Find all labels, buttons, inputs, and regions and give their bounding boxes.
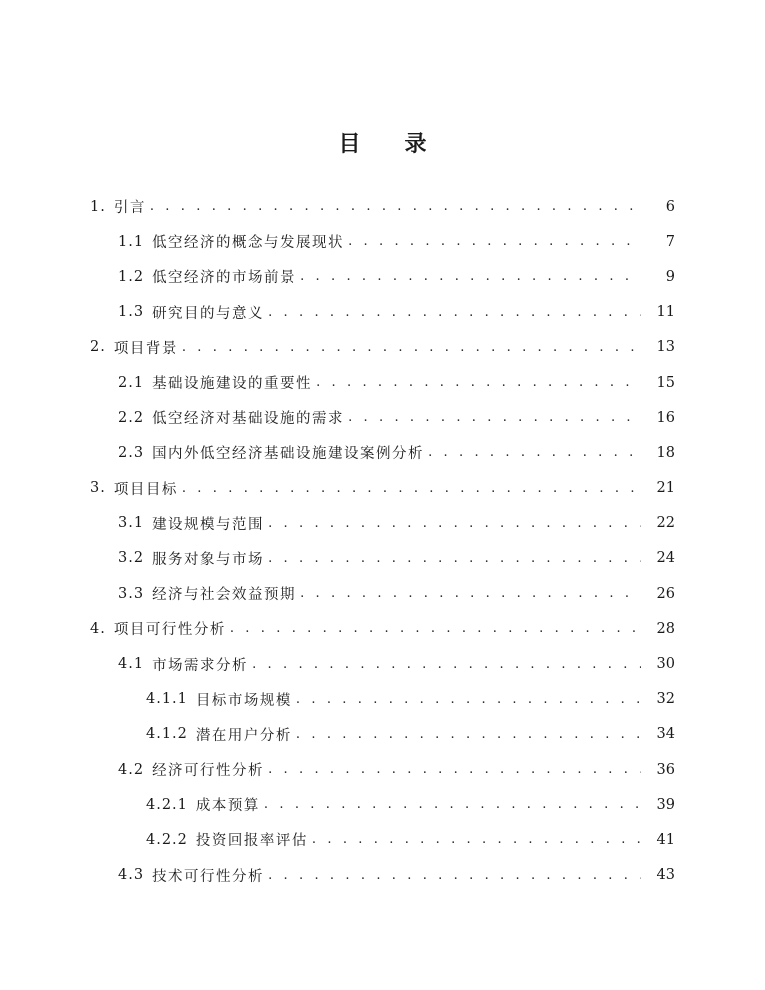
toc-entry[interactable] xyxy=(0,858,765,893)
toc-entry[interactable] xyxy=(0,365,765,400)
toc-page-number: 16 xyxy=(656,409,675,426)
toc-dot-leader xyxy=(182,340,641,355)
toc-entry[interactable] xyxy=(0,295,765,330)
toc-entry[interactable] xyxy=(0,576,765,611)
toc-dot-leader xyxy=(268,305,641,320)
toc-page-number: 32 xyxy=(656,691,675,708)
toc-entry-number: 4. xyxy=(90,620,106,637)
toc-entry[interactable] xyxy=(0,611,765,646)
toc-entry-number: 4.1.1 xyxy=(146,691,188,708)
toc-entry-text: 投资回报率评估 xyxy=(195,833,308,850)
toc-entry-text: 建设规模与范围 xyxy=(152,516,265,533)
toc-dot-leader xyxy=(300,269,641,284)
toc-dot-leader xyxy=(230,621,641,636)
toc-entry-text: 经济可行性分析 xyxy=(152,763,265,780)
toc-entry-number: 3.2 xyxy=(118,550,145,567)
toc-dot-leader xyxy=(150,199,641,214)
toc-title-char-2: 录 xyxy=(404,130,427,157)
toc-entry-text: 潜在用户分析 xyxy=(195,727,292,744)
toc-dot-leader xyxy=(348,410,641,425)
toc-dot-leader xyxy=(252,657,641,672)
toc-entry-text: 基础设施建设的重要性 xyxy=(152,376,313,393)
toc-entry[interactable] xyxy=(0,717,765,752)
toc-entry-number: 1. xyxy=(90,198,106,215)
toc-dot-leader xyxy=(268,868,641,883)
toc-page-number: 30 xyxy=(656,656,675,673)
toc-entry[interactable] xyxy=(0,471,765,506)
toc-entry[interactable] xyxy=(0,646,765,681)
toc-page-number: 6 xyxy=(665,198,675,215)
toc-entry[interactable] xyxy=(0,541,765,576)
toc-dot-leader xyxy=(182,481,641,496)
toc-dot-leader xyxy=(296,692,641,707)
toc-entry-number: 2. xyxy=(90,339,106,356)
toc-page-number: 13 xyxy=(656,339,675,356)
toc-dot-leader xyxy=(312,832,641,847)
toc-page-number: 43 xyxy=(656,867,675,884)
toc-page-number: 15 xyxy=(656,374,675,391)
toc-dot-leader xyxy=(428,445,641,460)
toc-title xyxy=(0,127,765,158)
toc-entry-number: 1.2 xyxy=(118,268,145,285)
toc-entry-text: 成本预算 xyxy=(195,798,260,815)
toc-dot-leader xyxy=(316,375,641,390)
toc-entry-text: 项目可行性分析 xyxy=(113,622,226,639)
toc-entry-text: 服务对象与市场 xyxy=(152,551,265,568)
toc-dot-leader xyxy=(296,727,641,742)
toc-entry-number: 3.1 xyxy=(118,515,145,532)
toc-entry-text: 低空经济的市场前景 xyxy=(152,270,297,287)
toc-entry-number: 4.1.2 xyxy=(146,726,188,743)
toc-entry-number: 2.3 xyxy=(118,444,145,461)
toc-entry-number: 3. xyxy=(90,480,106,497)
toc-entry-text: 国内外低空经济基础设施建设案例分析 xyxy=(152,446,425,463)
toc-entry-number: 4.2.2 xyxy=(146,831,188,848)
toc-entry-text: 引言 xyxy=(113,200,146,217)
toc-entry-text: 项目目标 xyxy=(113,481,178,498)
toc-dot-leader xyxy=(348,234,641,249)
toc-dot-leader xyxy=(268,762,641,777)
toc-entry-number: 1.3 xyxy=(118,304,145,321)
toc-entry[interactable] xyxy=(0,506,765,541)
toc-entry-number: 1.1 xyxy=(118,233,145,250)
toc-entry[interactable] xyxy=(0,224,765,259)
toc-entry[interactable] xyxy=(0,400,765,435)
toc-dot-leader xyxy=(268,551,641,566)
toc-title-char-1: 目 xyxy=(338,130,361,157)
toc-page-number: 9 xyxy=(665,268,675,285)
toc-page-number: 34 xyxy=(656,726,675,743)
toc-dot-leader xyxy=(268,516,641,531)
toc-entry-text: 项目背景 xyxy=(113,340,178,357)
toc-page-number: 26 xyxy=(656,585,675,602)
toc-entry-text: 市场需求分析 xyxy=(152,657,249,674)
toc-page-number: 22 xyxy=(656,515,675,532)
toc-page-number: 21 xyxy=(656,480,675,497)
toc-entry-number: 4.3 xyxy=(118,867,145,884)
toc-entry-number: 4.2 xyxy=(118,761,145,778)
toc-page-number: 11 xyxy=(656,304,675,321)
toc-entry-text: 研究目的与意义 xyxy=(152,305,265,322)
toc-entry[interactable] xyxy=(0,682,765,717)
toc-entry[interactable] xyxy=(0,822,765,857)
toc-entry-text: 经济与社会效益预期 xyxy=(152,587,297,604)
toc-dot-leader xyxy=(300,586,641,601)
toc-entry-text: 目标市场规模 xyxy=(195,692,292,709)
toc-entry-text: 低空经济的概念与发展现状 xyxy=(152,235,345,252)
toc-entry[interactable] xyxy=(0,435,765,470)
toc-entry[interactable] xyxy=(0,189,765,224)
toc-page-number: 18 xyxy=(656,444,675,461)
toc-page-number: 39 xyxy=(656,796,675,813)
toc-entry-number: 3.3 xyxy=(118,585,145,602)
toc-list xyxy=(0,189,765,893)
toc-page-number: 36 xyxy=(656,761,675,778)
toc-page-number: 28 xyxy=(656,620,675,637)
toc-page-number: 24 xyxy=(656,550,675,567)
toc-entry-text: 技术可行性分析 xyxy=(152,868,265,885)
toc-entry[interactable] xyxy=(0,259,765,294)
toc-entry-number: 4.1 xyxy=(118,656,145,673)
toc-page-number: 7 xyxy=(665,233,675,250)
toc-entry[interactable] xyxy=(0,787,765,822)
toc-page-number: 41 xyxy=(656,831,675,848)
toc-entry-number: 2.2 xyxy=(118,409,145,426)
toc-dot-leader xyxy=(264,797,641,812)
toc-entry-number: 2.1 xyxy=(118,374,145,391)
toc-entry-text: 低空经济对基础设施的需求 xyxy=(152,411,345,428)
toc-entry[interactable] xyxy=(0,330,765,365)
toc-entry[interactable] xyxy=(0,752,765,787)
toc-entry-number: 4.2.1 xyxy=(146,796,188,813)
